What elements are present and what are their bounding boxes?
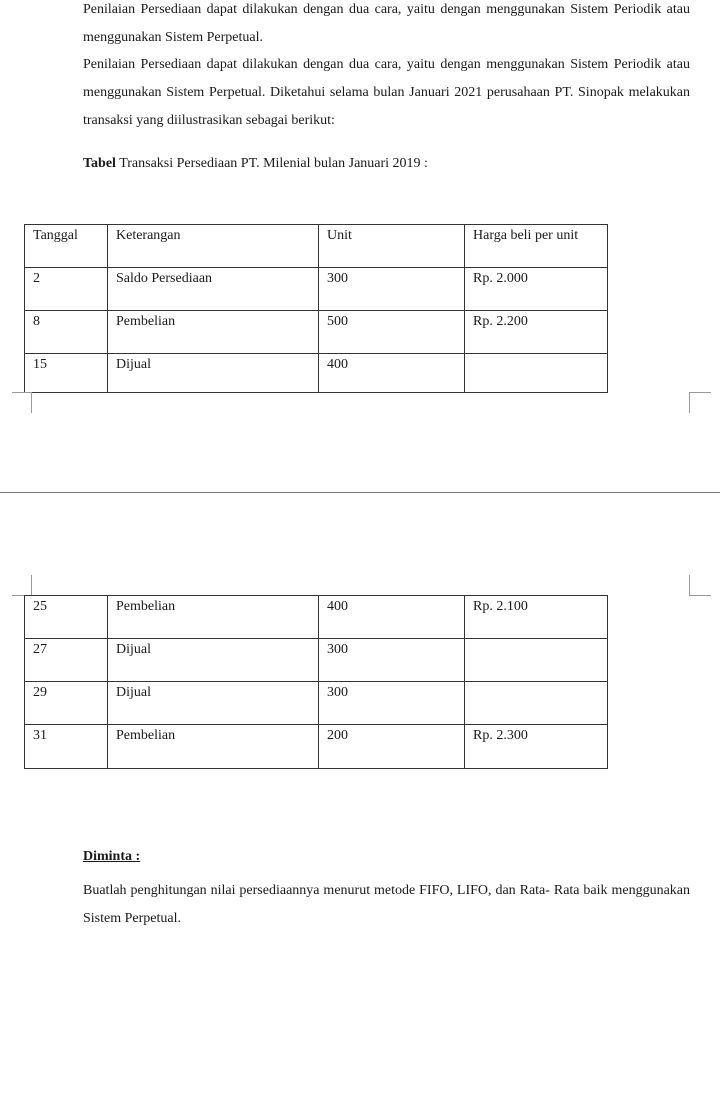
cell-tanggal: 31 <box>25 725 108 769</box>
cell-harga: Rp. 2.300 <box>465 725 608 769</box>
cell-tanggal: 8 <box>25 311 108 354</box>
table-row <box>25 639 608 682</box>
transaction-table-2 <box>24 595 608 769</box>
transaction-table-1 <box>24 224 608 393</box>
header-unit: Unit <box>319 225 465 268</box>
table-row <box>25 682 608 725</box>
table-row <box>25 354 608 393</box>
diminta-heading: Diminta : <box>83 849 141 864</box>
cell-harga <box>465 354 608 393</box>
diminta-paragraph: Buatlah penghitungan nilai persediaannya menurut metode FIFO, LIFO, dan Rata- Rata baik menggunakan Sistem Perpetual. <box>83 883 690 926</box>
table-caption <box>83 150 428 178</box>
corner-mark-bottom-right-h <box>689 392 711 393</box>
corner-mark-top-left-v <box>31 575 32 596</box>
cell-keterangan: Pembelian <box>108 311 319 354</box>
cell-unit: 200 <box>319 725 465 769</box>
cell-unit: 400 <box>319 354 465 393</box>
header-tanggal: Tanggal <box>25 225 108 268</box>
cell-harga: Rp. 2.200 <box>465 311 608 354</box>
cell-tanggal: 15 <box>25 354 108 393</box>
caption-label: Tabel <box>83 156 116 171</box>
cell-harga: Rp. 2.100 <box>465 596 608 639</box>
cell-keterangan: Pembelian <box>108 725 319 769</box>
intro-paragraph-2: Penilaian Persediaan dapat dilakukan dengan dua cara, yaitu dengan menggunakan Sistem Periodik atau menggunakan Sistem Perpetual. Diketahui selama bulan Januari 2021 perusahaan PT. Sinopak melakukan transaksi yang diilustrasikan sebagai berikut: <box>83 57 690 128</box>
cell-tanggal: 27 <box>25 639 108 682</box>
intro-paragraph-1: Penilaian Persediaan dapat dilakukan dengan dua cara, yaitu dengan menggunakan Sistem Periodik atau menggunakan Sistem Perpetual. <box>83 2 690 45</box>
cell-harga <box>465 639 608 682</box>
page-break-divider <box>0 492 720 493</box>
table-row <box>25 311 608 354</box>
cell-keterangan: Dijual <box>108 682 319 725</box>
corner-mark-bottom-right-v <box>689 392 690 413</box>
table-row <box>25 725 608 769</box>
cell-unit: 400 <box>319 596 465 639</box>
cell-harga <box>465 682 608 725</box>
cell-tanggal: 2 <box>25 268 108 311</box>
header-harga: Harga beli per unit <box>465 225 608 268</box>
cell-harga: Rp. 2.000 <box>465 268 608 311</box>
corner-mark-top-right-v <box>689 575 690 596</box>
cell-unit: 300 <box>319 268 465 311</box>
corner-mark-bottom-left-h <box>12 392 32 393</box>
cell-keterangan: Pembelian <box>108 596 319 639</box>
cell-tanggal: 29 <box>25 682 108 725</box>
header-keterangan: Keterangan <box>108 225 319 268</box>
cell-tanggal: 25 <box>25 596 108 639</box>
table-row <box>25 596 608 639</box>
caption-text: Transaksi Persediaan PT. Milenial bulan Januari 2019 : <box>115 156 428 171</box>
cell-unit: 300 <box>319 682 465 725</box>
corner-mark-bottom-left-v <box>31 392 32 413</box>
cell-keterangan: Saldo Persediaan <box>108 268 319 311</box>
cell-unit: 500 <box>319 311 465 354</box>
table-row <box>25 268 608 311</box>
cell-keterangan: Dijual <box>108 354 319 393</box>
table-header-row <box>25 225 608 268</box>
cell-keterangan: Dijual <box>108 639 319 682</box>
cell-unit: 300 <box>319 639 465 682</box>
corner-mark-top-right-h <box>689 595 711 596</box>
